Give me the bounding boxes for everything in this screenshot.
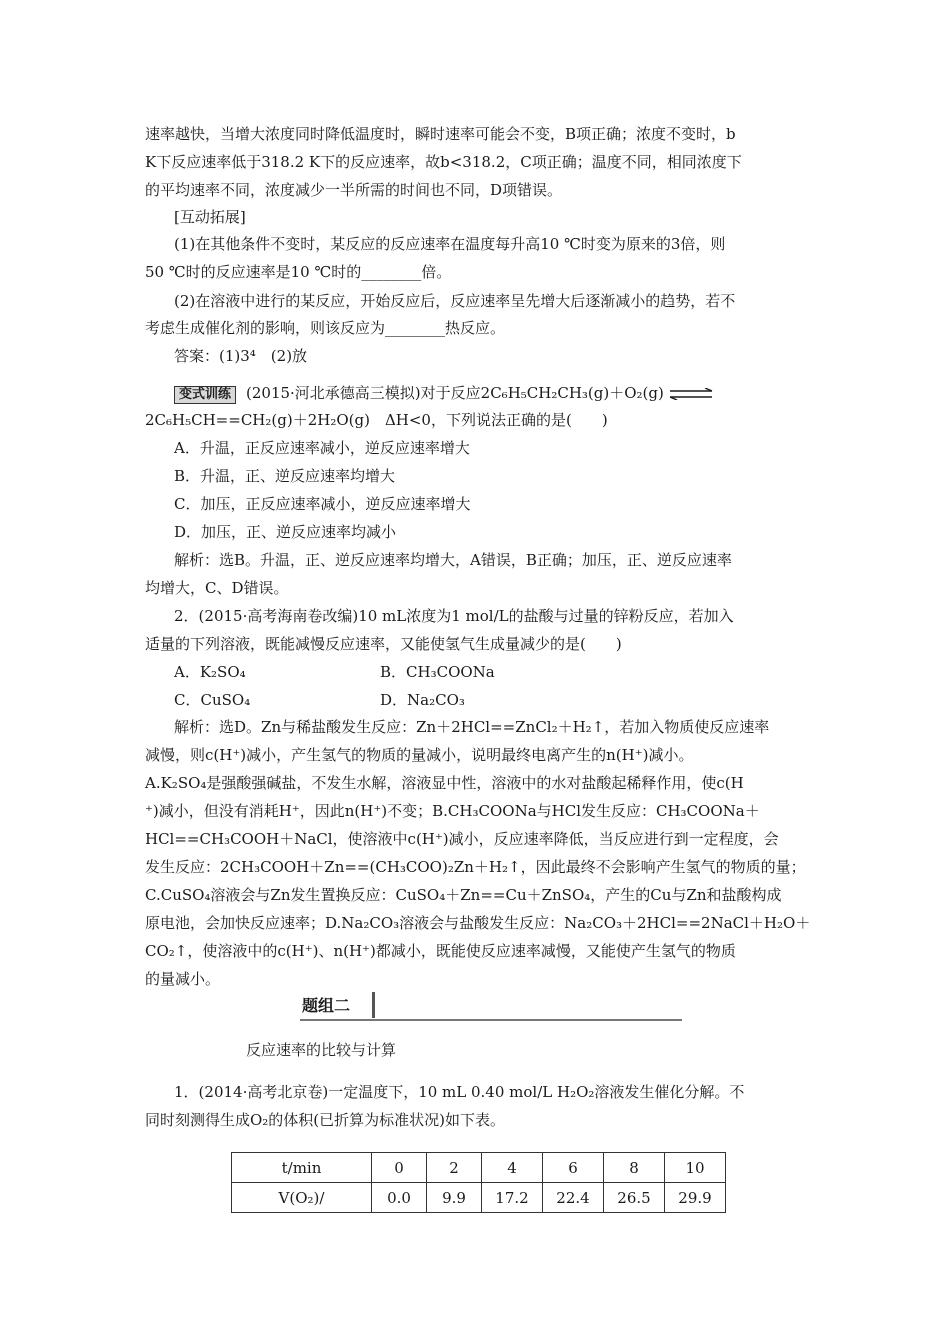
text-line: (1)在其他条件不变时，某反应的反应速率在温度每升高10 ℃时变为原来的3倍，则 [174, 235, 726, 253]
text-line: 2C₆H₅CH==CH₂(g)＋2H₂O(g) ΔH<0，下列说法正确的是( ) [145, 411, 608, 429]
text-line: 50 ℃时的反应速率是10 ℃时的________倍。 [145, 263, 452, 281]
variant-training-badge: 变式训练 [174, 386, 236, 404]
group-title: 题组二 [302, 996, 351, 1015]
table-header-cell: 2 [427, 1153, 482, 1183]
table-header-cell: 4 [482, 1153, 543, 1183]
data-table [231, 1152, 726, 1213]
text-line: 1．(2014·高考北京卷)一定温度下，10 mL 0.40 mol/L H₂O₂溶液发生催化分解。不 [174, 1083, 745, 1101]
equilibrium-arrow-icon [668, 388, 714, 400]
table-cell: 26.5 [604, 1183, 665, 1213]
option-d: D．Na₂CO₃ [380, 691, 465, 709]
table-row [232, 1183, 726, 1213]
table-header-cell: 0 [372, 1153, 427, 1183]
text-line: CO₂↑，使溶液中的c(H⁺)、n(H⁺)都减小，既能使反应速率减慢，又能使产生氢气的物质 [145, 942, 736, 960]
text-line: 解析：选B。升温，正、逆反应速率均增大，A错误，B正确；加压，正、逆反应速率 [174, 551, 732, 569]
text-line: 同时刻测得生成O₂的体积(已折算为标准状况)如下表。 [145, 1111, 506, 1129]
option-b: B．CH₃COONa [380, 663, 495, 681]
group-subtitle: 反应速率的比较与计算 [246, 1041, 397, 1059]
table-cell: 0.0 [372, 1183, 427, 1213]
text-line: A.K₂SO₄是强酸强碱盐，不发生水解，溶液显中性，溶液中的水对盐酸起稀释作用，使c(H [145, 774, 744, 792]
option-b: B．升温，正、逆反应速率均增大 [174, 467, 396, 485]
text-line: 解析：选D。Zn与稀盐酸发生反应：Zn＋2HCl==ZnCl₂＋H₂↑，若加入物质使反应速率 [174, 718, 770, 736]
table-header-cell: t/min [232, 1153, 372, 1183]
text-line: 发生反应：2CH₃COOH＋Zn==(CH₃COO)₂Zn＋H₂↑，因此最终不会影响产生氢气的物质的量； [145, 858, 806, 876]
table-cell: 17.2 [482, 1183, 543, 1213]
table-header-cell: 6 [543, 1153, 604, 1183]
text-line: 的平均速率不同，浓度减少一半所需的时间也不同，D项错误。 [145, 181, 563, 199]
table-cell: 29.9 [665, 1183, 726, 1213]
section-heading: [互动拓展] [174, 208, 246, 226]
table-header-cell: 10 [665, 1153, 726, 1183]
table-cell: V(O₂)/ [232, 1183, 372, 1213]
table-cell: 22.4 [543, 1183, 604, 1213]
table-row [232, 1153, 726, 1183]
text-line: (2)在溶液中进行的某反应，开始反应后，反应速率呈先增大后逐渐减小的趋势，若不 [174, 292, 736, 310]
text-line: 原电池，会加快反应速率；D.Na₂CO₃溶液会与盐酸发生反应：Na₂CO₃＋2HCl==2NaCl＋H₂O＋ [145, 914, 811, 932]
option-a: A．升温，正反应速率减小，逆反应速率增大 [174, 439, 470, 457]
question-stem: (2015·河北承德高三模拟)对于反应2C₆H₅CH₂CH₃(g)＋O₂(g) [246, 384, 664, 402]
text-line: K下反应速率低于318.2 K下的反应速率，故b<318.2，C项正确；温度不同，相同浓度下 [145, 153, 742, 171]
group-divider [372, 992, 375, 1018]
text-line: 减慢，则c(H⁺)减小，产生氢气的物质的量减小，说明最终电离产生的n(H⁺)减小。 [145, 746, 694, 764]
option-c: C．加压，正反应速率减小，逆反应速率增大 [174, 495, 471, 513]
option-c: C．CuSO₄ [174, 691, 251, 709]
text-line: 均增大，C、D错误。 [145, 579, 289, 597]
table-cell: 9.9 [427, 1183, 482, 1213]
variant-question-line [174, 383, 718, 404]
text-line: 速率越快，当增大浓度同时降低温度时，瞬时速率可能会不变，B项正确；浓度不变时，b [145, 125, 736, 143]
text-line: C.CuSO₄溶液会与Zn发生置换反应：CuSO₄＋Zn==Cu＋ZnSO₄，产生的Cu与Zn和盐酸构成 [145, 886, 782, 904]
group-underline [300, 1019, 682, 1021]
text-line: HCl==CH₃COOH＋NaCl，使溶液中c(H⁺)减小，反应速率降低，当反应进行到一定程度，会 [145, 830, 779, 848]
table-header-cell: 8 [604, 1153, 665, 1183]
option-d: D．加压，正、逆反应速率均减小 [174, 523, 397, 541]
text-line: 适量的下列溶液，既能减慢反应速率，又能使氢气生成量减少的是( ) [145, 635, 622, 653]
option-a: A．K₂SO₄ [174, 663, 246, 681]
text-line: 考虑生成催化剂的影响，则该反应为________热反应。 [145, 319, 506, 337]
answer-line: 答案：(1)3⁴ (2)放 [174, 347, 308, 365]
text-line: 的量减小。 [145, 970, 221, 988]
text-line: 2．(2015·高考海南卷改编)10 mL浓度为1 mol/L的盐酸与过量的锌粉反应，若加入 [174, 607, 734, 625]
text-line: ⁺)减小，但没有消耗H⁺，因此n(H⁺)不变；B.CH₃COONa与HCl发生反应：CH₃COONa＋ [145, 802, 760, 820]
